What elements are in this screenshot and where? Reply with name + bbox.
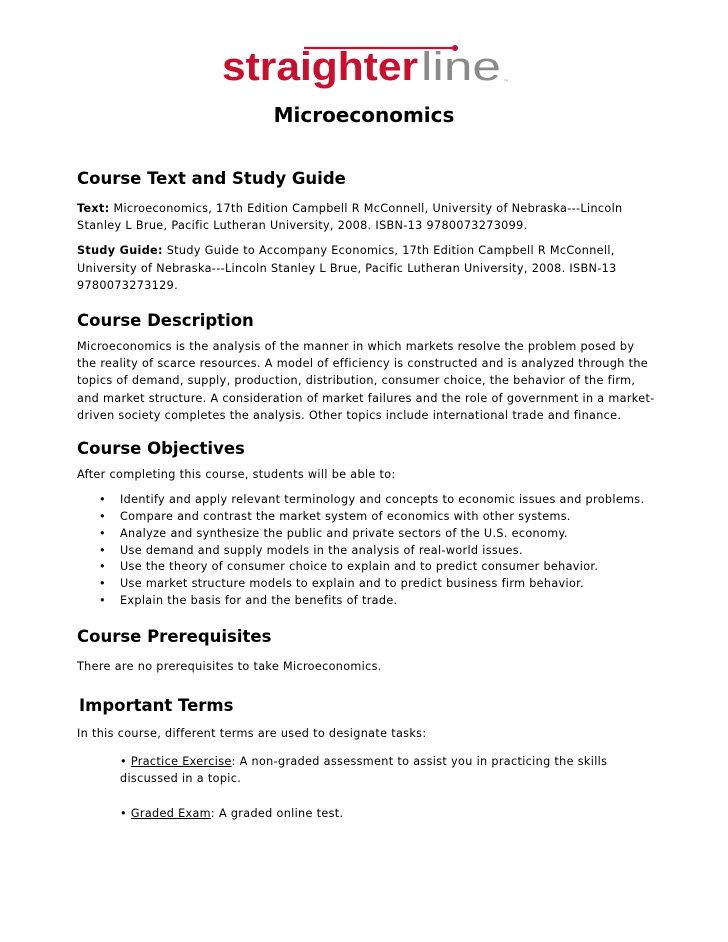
objectives-list — [77, 492, 657, 610]
important-terms-intro: In this course, different terms are used to designate tasks: — [77, 727, 427, 741]
course-prerequisites-body: There are no prerequisites to take Microeconomics. — [77, 659, 382, 673]
course-prerequisites-heading: Course Prerequisites — [77, 626, 272, 646]
list-item — [77, 559, 657, 576]
objective-text: Use market structure models to explain and to predict business firm behavior. — [120, 577, 585, 591]
objective-text: Use the theory of consumer choice to explain and to predict consumer behavior. — [120, 560, 599, 574]
list-item — [77, 543, 657, 560]
logo-trademark: ™ — [503, 79, 509, 86]
term-graded-exam-label: Graded Exam — [130, 806, 211, 820]
document-content — [77, 168, 657, 822]
course-text-paragraph — [77, 200, 657, 234]
term-practice-exercise-definition: : A non-graded assessment to assist you in practicing the skills discussed in a topic. — [120, 755, 608, 786]
course-objectives-intro: After completing this course, students will be able to: — [77, 468, 396, 482]
course-objectives-heading: Course Objectives — [77, 439, 245, 459]
list-item — [77, 593, 657, 610]
bullet-point: • — [99, 577, 106, 591]
term-practice-exercise — [77, 753, 657, 787]
document-title — [0, 103, 728, 127]
objective-text: Identify and apply relevant terminology and concepts to economic issues and problems. — [120, 493, 645, 507]
course-text-label: Text: — [77, 202, 110, 215]
objective-text: Analyze and synthesize the public and private sectors of the U.S. economy. — [120, 526, 568, 540]
study-guide-value: Study Guide to Accompany Economics, 17th Edition Campbell R McConnell, University of Nebraska---Lincoln Stanley L Brue, Pacific Lutheran University, 2008. ISBN-13 9780073273129. — [77, 244, 617, 292]
bullet-point: • — [99, 526, 106, 540]
bullet-point: • — [99, 560, 106, 574]
list-item — [77, 526, 657, 543]
important-terms-heading: Important Terms — [79, 696, 234, 716]
document-title-text: Microeconomics — [273, 103, 455, 127]
objective-text: Use demand and supply models in the analysis of real-world issues. — [120, 543, 523, 557]
term-graded-exam-definition: : A graded online test. — [210, 806, 344, 820]
course-description-body: Microeconomics is the analysis of the manner in which markets resolve the problem posed by the reality of scarce resources. A model of efficiency is constructed and is analyzed through the topics of demand, supply, production, distribution, consumer choice, the behavior of the firm, and market structure. A consideration of market failures and the role of government in a market-driven society completes the analysis. Other topics include international trade and finance. — [77, 340, 655, 422]
list-item — [77, 509, 657, 526]
logo-text-light: line — [421, 45, 501, 89]
bullet-point: • — [120, 806, 127, 820]
course-text-value: Microeconomics, 17th Edition Campbell R McConnell, University of Nebraska---Lincoln Stanley L Brue, Pacific Lutheran University, 2008. ISBN-13 9780073273099. — [77, 202, 623, 233]
objective-text: Explain the basis for and the benefits of trade. — [120, 594, 398, 608]
course-description-heading: Course Description — [77, 311, 254, 331]
bullet-point: • — [99, 543, 106, 557]
course-text-heading: Course Text and Study Guide — [77, 169, 346, 188]
study-guide-label: Study Guide: — [77, 244, 163, 258]
straighterline-logo — [222, 44, 522, 100]
bullet-point: • — [99, 510, 106, 524]
study-guide-paragraph — [77, 242, 657, 294]
list-item — [77, 492, 657, 509]
term-practice-exercise-label: Practice Exercise — [130, 755, 232, 769]
objective-text: Compare and contrast the market system of economics with other systems. — [120, 510, 571, 524]
list-item — [77, 576, 657, 593]
logo-text-bold: straighter — [222, 45, 418, 89]
bullet-point: • — [99, 594, 106, 608]
bullet-point: • — [99, 493, 106, 507]
term-graded-exam — [77, 805, 657, 822]
bullet-point: • — [120, 755, 127, 769]
